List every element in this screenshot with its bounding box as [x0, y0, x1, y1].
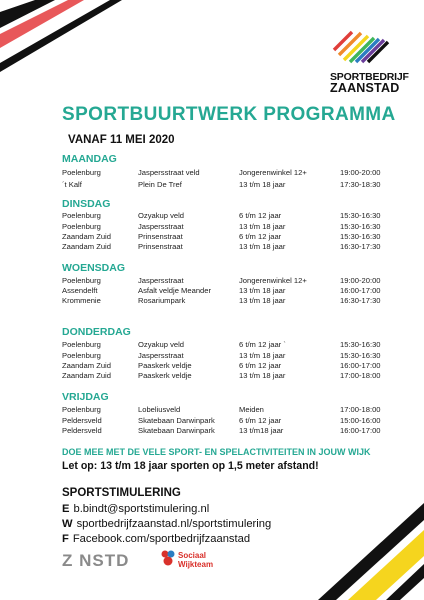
sociaal-wijkteam-logo	[178, 551, 213, 569]
contact-website-prefix: W	[62, 518, 73, 530]
contact-website[interactable]	[62, 518, 271, 530]
page-subtitle: VANAF 11 MEI 2020	[68, 134, 175, 146]
schedule-row: Zaandam Zuid Paaskerk veldje 6 t/m 12 jaar 16:00-17:00	[62, 361, 381, 370]
day-heading-donderdag: DONDERDAG	[62, 326, 131, 338]
logo-stripes-icon	[330, 28, 390, 66]
contact-email-value[interactable]: b.bindt@sportstimulering.nl	[73, 503, 210, 515]
top-left-stripes-group	[0, 0, 122, 72]
schedule-row: Poelenburg Jaspersstraat 13 t/m 18 jaar 15:30-16:30	[62, 351, 381, 360]
contact-website-value[interactable]: sportbedrijfzaanstad.nl/sportstimulering	[76, 518, 272, 530]
schedule-row: Poelenburg Ozyakup veld 6 t/m 12 jaar ` 15:30-16:30	[62, 340, 381, 349]
sportbedrijf-logo	[330, 28, 409, 95]
contact-heading: SPORTSTIMULERING	[62, 487, 181, 499]
day-heading-maandag: MAANDAG	[62, 153, 117, 165]
schedule-row: Zaandam Zuid Prinsenstraat 6 t/m 12 jaar 15:30-16:30	[62, 232, 381, 241]
schedule-row: Poelenburg Jaspersstraat veld Jongerenwinkel 12+ 19:00-20:00	[62, 168, 381, 177]
bottom-right-stripes-group	[318, 503, 424, 600]
schedule-row: Zaandam Zuid Prinsenstraat 13 t/m 18 jaar 16:30-17:30	[62, 242, 381, 251]
schedule-row: Peldersveld Skatebaan Darwinpark 6 t/m 12 jaar 15:00-16:00	[62, 416, 381, 425]
schedule-row: Zaandam Zuid Paaskerk veldje 13 t/m 18 jaar 17:00-18:00	[62, 371, 381, 380]
schedule-row: Poelenburg Lobeliusveld Meiden 17:00-18:00	[62, 405, 381, 414]
sociaal-wijkteam-line2: Wijkteam	[178, 560, 214, 569]
schedule-row: Poelenburg Ozyakup veld 6 t/m 12 jaar 15:30-16:30	[62, 211, 381, 220]
contact-email[interactable]	[62, 503, 209, 515]
logo-line2: ZAANSTAD	[330, 81, 400, 95]
schedule-row: Poelenburg Jaspersstraat Jongerenwinkel 12+ 19:00-20:00	[62, 276, 381, 285]
page-title: SPORTBUURTWERK PROGRAMMA	[62, 104, 396, 125]
znstd-logo: Z NSTD	[62, 551, 130, 570]
cta-heading: DOE MEE MET DE VELE SPORT- EN SPELACTIVITEITEN IN JOUW WIJK	[62, 447, 371, 457]
schedule-row: ´t Kalf Plein De Tref 13 t/m 18 jaar 17:30-18:30	[62, 180, 381, 189]
schedule-row: Assendelft Asfalt veldje Meander 13 t/m 18 jaar 16:00-17:00	[62, 286, 381, 295]
schedule-row: Krommenie Rosariumpark 13 t/m 18 jaar 16:30-17:30	[62, 296, 381, 305]
day-heading-vrijdag: VRIJDAG	[62, 391, 109, 403]
contact-facebook-value[interactable]: Facebook.com/sportbedrijfzaanstad	[72, 533, 251, 545]
schedule-row: Poelenburg Jaspersstraat 13 t/m 18 jaar 15:30-16:30	[62, 222, 381, 231]
day-heading-woensdag: WOENSDAG	[62, 262, 125, 274]
contact-email-prefix: E	[62, 503, 70, 515]
sociaal-wijkteam-line1: Sociaal	[178, 551, 207, 560]
logo-line1: SPORTBEDRIJF	[330, 71, 409, 83]
contact-facebook-prefix: F	[62, 533, 69, 545]
contact-facebook[interactable]	[62, 533, 250, 545]
schedule-row: Peldersveld Skatebaan Darwinpark 13 t/m18 jaar 16:00-17:00	[62, 426, 381, 435]
day-heading-dinsdag: DINSDAG	[62, 198, 111, 210]
cta-notice: Let op: 13 t/m 18 jaar sporten op 1,5 meter afstand!	[62, 460, 319, 472]
sociaal-wijkteam-icon	[160, 549, 176, 567]
